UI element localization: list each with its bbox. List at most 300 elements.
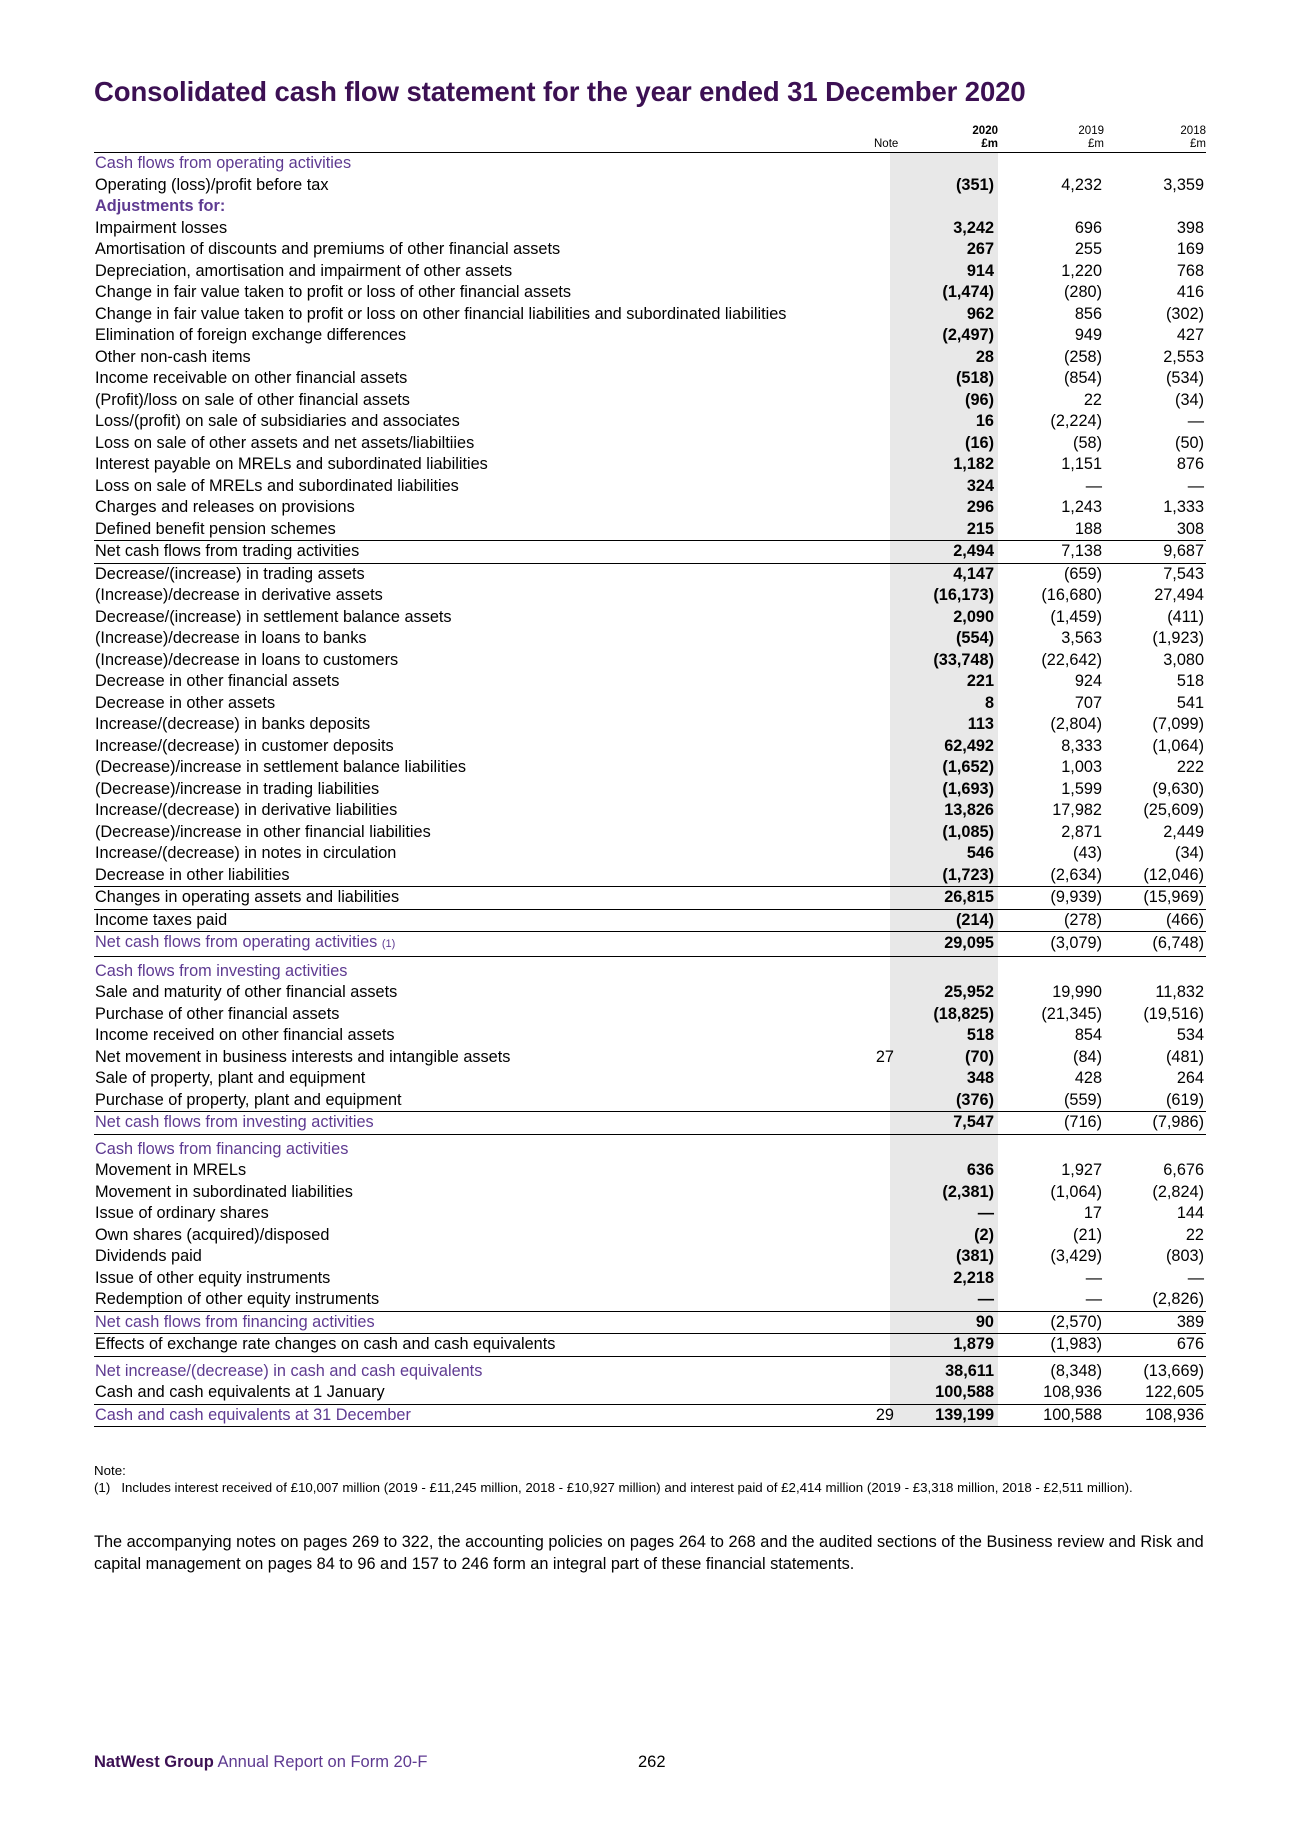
row-note (874, 650, 896, 672)
value-2019: (278) (998, 909, 1104, 932)
row-label: Own shares (acquired)/disposed (95, 1225, 330, 1244)
value-2018: (411) (1167, 607, 1204, 626)
value-2019: (2,804) (1050, 715, 1102, 733)
value-2018: 122,605 (1145, 1383, 1204, 1401)
table-row (94, 1404, 1206, 1427)
value-2020: (1,693) (942, 779, 994, 798)
value-2018: 27,494 (1154, 586, 1204, 604)
table-row (94, 368, 1206, 390)
table-row (94, 909, 1206, 932)
row-note (874, 368, 896, 390)
table-row (94, 961, 1206, 983)
row-note (874, 671, 896, 693)
value-2019: (1,983) (998, 1334, 1104, 1357)
row-note (874, 239, 896, 261)
value-2019: 949 (1074, 326, 1102, 344)
row-label: Increase/(decrease) in notes in circulation (95, 844, 397, 862)
value-2018: 427 (1176, 326, 1204, 344)
value-2019: 255 (1074, 240, 1102, 258)
row-label: Loss/(profit) on sale of subsidiaries and associates (95, 412, 460, 430)
row-label: Income received on other financial assets (95, 1026, 395, 1044)
value-2018: 416 (1176, 283, 1204, 301)
value-2019: (3,429) (1050, 1247, 1102, 1265)
row-label: Redemption of other equity instruments (95, 1290, 380, 1308)
row-note (874, 476, 896, 498)
row-note (874, 196, 896, 218)
table-row (94, 693, 1206, 715)
value-2018 (1104, 961, 1206, 983)
row-note (874, 932, 896, 957)
table-row (94, 1382, 1206, 1404)
value-2018: 9,687 (1104, 541, 1206, 564)
row-label: (Decrease)/increase in trading liabilities (95, 779, 380, 798)
value-2018: (6,748) (1104, 932, 1206, 957)
row-label: Increase/(decrease) in customer deposits (95, 736, 394, 755)
table-row (94, 843, 1206, 865)
value-2019 (998, 961, 1104, 983)
value-2018: 676 (1104, 1334, 1206, 1357)
value-2018: 398 (1176, 218, 1204, 237)
value-2018: (534) (1165, 369, 1204, 387)
row-label: Movement in subordinated liabilities (95, 1182, 353, 1201)
row-note (874, 843, 896, 865)
footnotes (94, 1462, 1204, 1496)
value-2018: 2,553 (1163, 347, 1204, 366)
value-2018: (481) (1165, 1047, 1204, 1066)
value-2018: (466) (1104, 909, 1206, 932)
value-2018: (7,099) (1152, 715, 1204, 733)
value-2019: (9,939) (998, 887, 1104, 910)
value-2019: (659) (1063, 564, 1102, 583)
value-2019: 1,243 (1061, 498, 1102, 516)
row-label: Other non-cash items (95, 347, 251, 366)
row-note (874, 585, 896, 607)
value-2020: 139,199 (896, 1404, 998, 1427)
row-note (874, 779, 896, 801)
value-2018: 222 (1176, 758, 1204, 776)
value-2020: (16) (965, 433, 994, 452)
value-2018 (1104, 153, 1206, 175)
table-row (94, 671, 1206, 693)
row-label: (Increase)/decrease in loans to banks (95, 629, 367, 647)
row-note (874, 693, 896, 715)
column-header-2020: 2020 £m (972, 125, 998, 150)
value-2020: 16 (975, 412, 994, 430)
value-2019: 3,563 (1061, 629, 1102, 647)
value-2018 (1104, 1139, 1206, 1161)
value-2018: — (1187, 412, 1204, 430)
table-row (94, 1112, 1206, 1135)
value-2018: (34) (1175, 390, 1204, 409)
value-2019: (84) (1073, 1047, 1102, 1066)
row-label: (Increase)/decrease in loans to customers (95, 650, 399, 669)
table-row (94, 1268, 1206, 1290)
value-2020: (16,173) (933, 586, 994, 604)
value-2020: (96) (965, 390, 994, 409)
row-label: Increase/(decrease) in banks deposits (95, 715, 371, 733)
value-2018: (13,669) (1143, 1361, 1204, 1380)
value-2018: 7,543 (1163, 564, 1204, 583)
value-2020: 29,095 (896, 932, 998, 957)
row-note (874, 433, 896, 455)
value-2018: (2,824) (1152, 1182, 1204, 1201)
value-2018: (619) (1165, 1090, 1204, 1109)
value-2020: 914 (966, 261, 994, 280)
value-2019: 17,982 (1052, 801, 1102, 819)
row-label: (Profit)/loss on sale of other financial assets (95, 390, 410, 409)
row-note (874, 1268, 896, 1290)
value-2018: (15,969) (1104, 887, 1206, 910)
table-row (94, 1246, 1206, 1268)
table-row (94, 650, 1206, 672)
table-row (94, 736, 1206, 758)
row-note (874, 1139, 896, 1161)
value-2018: 144 (1176, 1204, 1204, 1222)
row-note (874, 887, 896, 910)
value-2020: 90 (896, 1311, 998, 1334)
value-2020: (2) (974, 1225, 994, 1244)
value-2019: (43) (1073, 844, 1102, 862)
row-note (874, 1182, 896, 1204)
value-2018: 876 (1176, 455, 1204, 473)
value-2020: 4,147 (953, 564, 994, 583)
value-2019: (58) (1073, 433, 1102, 452)
value-2019: (2,224) (1050, 412, 1102, 430)
value-2018: 518 (1176, 672, 1204, 690)
row-label: Purchase of other financial assets (95, 1004, 340, 1023)
row-note (874, 800, 896, 822)
value-2020: (1,723) (942, 865, 994, 884)
table-row (94, 1289, 1206, 1311)
value-2018: 768 (1176, 261, 1204, 280)
table-row (94, 175, 1206, 197)
value-2020: (518) (955, 369, 994, 387)
row-note (874, 411, 896, 433)
value-2019: (1,459) (1050, 607, 1102, 626)
value-2020: — (977, 1290, 994, 1308)
value-2020 (896, 196, 998, 218)
page-number: 262 (638, 1753, 666, 1771)
value-2020: 3,242 (953, 218, 994, 237)
table-row (94, 1004, 1206, 1026)
value-2020: (1,652) (942, 758, 994, 776)
value-2020 (896, 961, 998, 983)
value-2018: (1,064) (1152, 736, 1204, 755)
row-label: Cash and cash equivalents at 1 January (95, 1383, 385, 1401)
value-2019: 108,936 (1043, 1383, 1102, 1401)
row-note (874, 1246, 896, 1268)
row-label: Cash flows from investing activities (95, 961, 348, 980)
value-2020: 7,547 (896, 1112, 998, 1135)
value-2019: (1,064) (1050, 1182, 1102, 1201)
value-2018: (302) (1165, 304, 1204, 323)
value-2019: 188 (1074, 519, 1102, 538)
value-2019: 7,138 (998, 541, 1104, 564)
value-2018: 11,832 (1155, 983, 1204, 1001)
value-2019: (16,680) (1041, 586, 1102, 604)
row-note (874, 304, 896, 326)
row-label: Charges and releases on provisions (95, 498, 355, 516)
value-2018: (2,826) (1152, 1290, 1204, 1308)
row-label: Effects of exchange rate changes on cash and cash equivalents (94, 1334, 874, 1357)
row-label: (Decrease)/increase in other financial liabilities (95, 822, 431, 841)
value-2019: 1,220 (1061, 261, 1102, 280)
row-note (874, 261, 896, 283)
value-2019: 428 (1074, 1069, 1102, 1087)
value-2020: (554) (955, 629, 994, 647)
row-label: Issue of other equity instruments (95, 1268, 331, 1287)
row-note (874, 628, 896, 650)
table-row (94, 454, 1206, 476)
value-2019: 100,588 (998, 1404, 1104, 1427)
row-label: Net cash flows from financing activities (94, 1311, 874, 1334)
value-2019: (8,348) (1050, 1361, 1102, 1380)
value-2018: 108,936 (1104, 1404, 1206, 1427)
table-row (94, 282, 1206, 304)
row-note (874, 607, 896, 629)
value-2019: (3,079) (998, 932, 1104, 957)
value-2020: (214) (896, 909, 998, 932)
value-2019: 854 (1074, 1026, 1102, 1044)
value-2019: 707 (1074, 693, 1102, 712)
row-label: Decrease/(increase) in settlement balance assets (95, 607, 452, 626)
table-row (94, 865, 1206, 887)
value-2020 (896, 153, 998, 175)
row-label: Decrease in other assets (95, 693, 276, 712)
value-2020: 215 (966, 519, 994, 538)
table-row (94, 1334, 1206, 1357)
row-note (874, 1112, 896, 1135)
row-note (874, 1225, 896, 1247)
value-2018: (9,630) (1152, 779, 1204, 798)
table-row (94, 1203, 1206, 1225)
table-row (94, 519, 1206, 541)
value-2018: 3,080 (1163, 650, 1204, 669)
row-note (874, 822, 896, 844)
value-2019: (854) (1063, 369, 1102, 387)
value-2020: 113 (967, 715, 994, 733)
accompanying-notes-paragraph: The accompanying notes on pages 269 to 322, the accounting policies on pages 264 to 268 and the audited sections of the Business review and Risk and capital management on pages 84 to 96 and 157 to 246 form an integral part of these financial statements. (94, 1533, 1204, 1573)
value-2019: — (1085, 1268, 1102, 1287)
row-note (874, 390, 896, 412)
row-note (874, 1289, 896, 1311)
row-label: Increase/(decrease) in derivative liabilities (95, 801, 398, 819)
value-2018: (34) (1175, 844, 1204, 862)
value-2019: 1,927 (1061, 1161, 1102, 1179)
value-2018: 389 (1104, 1311, 1206, 1334)
value-2020 (896, 1139, 998, 1161)
value-2020: 8 (984, 693, 994, 712)
value-2020: 13,826 (944, 801, 994, 819)
row-label: (Increase)/decrease in derivative assets (95, 586, 383, 604)
value-2020: 1,182 (953, 455, 994, 473)
value-2020: 348 (966, 1069, 994, 1087)
row-label: Net cash flows from investing activities (94, 1112, 874, 1135)
row-label: Movement in MRELs (95, 1161, 247, 1179)
cash-flow-table (94, 125, 1206, 1427)
table-row (94, 476, 1206, 498)
value-2019: (2,634) (1050, 865, 1102, 884)
value-2018: 1,333 (1163, 498, 1204, 516)
value-2020: 546 (966, 844, 994, 862)
table-row (94, 1025, 1206, 1047)
row-note (874, 1203, 896, 1225)
row-note (874, 1334, 896, 1357)
value-2018 (1104, 196, 1206, 218)
value-2019: 924 (1074, 672, 1102, 690)
row-note (874, 1311, 896, 1334)
row-note (874, 175, 896, 197)
value-2018: 308 (1176, 519, 1204, 538)
table-row (94, 1182, 1206, 1204)
table-row (94, 563, 1206, 585)
row-label: Income receivable on other financial assets (95, 369, 408, 387)
value-2018: (803) (1165, 1247, 1204, 1265)
row-note (874, 982, 896, 1004)
value-2019: — (1085, 1290, 1102, 1308)
table-row (94, 1090, 1206, 1112)
value-2019: 22 (1083, 390, 1102, 409)
table-row (94, 1361, 1206, 1383)
row-label: Impairment losses (95, 218, 228, 237)
row-label: Operating (loss)/profit before tax (95, 175, 329, 194)
value-2020: (2,381) (942, 1182, 994, 1201)
row-note (874, 1382, 896, 1404)
value-2018: 534 (1176, 1026, 1204, 1044)
row-label: Net movement in business interests and intangible assets (95, 1047, 511, 1066)
value-2020: — (977, 1204, 994, 1222)
value-2020: 324 (966, 476, 994, 495)
row-note (874, 909, 896, 932)
value-2019: 17 (1083, 1204, 1102, 1222)
row-label: Loss on sale of MRELs and subordinated liabilities (95, 476, 459, 495)
value-2020: (70) (965, 1047, 994, 1066)
table-row (94, 628, 1206, 650)
value-2020: (376) (955, 1090, 994, 1109)
footer-brand: NatWest Group (94, 1753, 214, 1771)
value-2019 (998, 196, 1104, 218)
row-note (874, 497, 896, 519)
row-label: Sale and maturity of other financial assets (95, 983, 398, 1001)
row-label: Loss on sale of other assets and net assets/liabiltiies (95, 433, 475, 452)
row-note (874, 1090, 896, 1112)
value-2018: — (1187, 476, 1204, 495)
value-2019: 4,232 (1061, 175, 1102, 194)
value-2020: 2,090 (953, 607, 994, 626)
row-label: Elimination of foreign exchange differences (95, 326, 407, 344)
value-2018: 3,359 (1163, 175, 1204, 194)
cash-flow-table-wrap (94, 125, 1206, 1427)
value-2020: 962 (966, 304, 994, 323)
row-label: (Decrease)/increase in settlement balance liabilities (95, 758, 467, 776)
value-2019: 8,333 (1061, 736, 1102, 755)
table-row (94, 1311, 1206, 1334)
row-label: Interest payable on MRELs and subordinated liabilities (95, 455, 488, 473)
table-row (94, 714, 1206, 736)
value-2018: 541 (1176, 693, 1204, 712)
table-row (94, 347, 1206, 369)
row-note (874, 282, 896, 304)
row-label: Dividends paid (95, 1247, 202, 1265)
value-2019: (21) (1073, 1225, 1102, 1244)
column-header-2019: 2019 £m (1078, 125, 1104, 150)
row-label: Net increase/(decrease) in cash and cash equivalents (95, 1361, 483, 1380)
value-2020: (1,474) (942, 283, 994, 301)
value-2020: 26,815 (896, 887, 998, 910)
value-2020: 100,588 (935, 1383, 994, 1401)
value-2020: 62,492 (944, 736, 994, 755)
value-2020: (33,748) (933, 650, 994, 669)
row-note (874, 961, 896, 983)
table-row (94, 800, 1206, 822)
table-row (94, 1047, 1206, 1069)
table-row (94, 932, 1206, 957)
value-2020: 267 (966, 240, 994, 258)
table-row (94, 1139, 1206, 1161)
row-label: Change in fair value taken to profit or loss of other financial assets (95, 283, 572, 301)
row-note (874, 1160, 896, 1182)
value-2020: 2,494 (896, 541, 998, 564)
table-row (94, 218, 1206, 240)
footer-report-name: Annual Report on Form 20-F (213, 1753, 428, 1771)
table-row (94, 261, 1206, 283)
row-note (874, 153, 896, 175)
table-row (94, 887, 1206, 910)
row-label: Purchase of property, plant and equipment (95, 1090, 402, 1109)
row-label: Adjustments for: (95, 197, 226, 215)
row-label: Depreciation, amortisation and impairment of other assets (95, 261, 513, 280)
value-2019: (559) (1063, 1090, 1102, 1109)
value-2019 (998, 153, 1104, 175)
value-2020: (2,497) (942, 326, 994, 344)
row-note (874, 563, 896, 585)
row-label: Amortisation of discounts and premiums of other financial assets (95, 240, 561, 258)
value-2018: 6,676 (1163, 1161, 1204, 1179)
row-note (874, 714, 896, 736)
note-column-header: Note (874, 138, 899, 150)
value-2019 (998, 1139, 1104, 1161)
value-2019: (21,345) (1041, 1004, 1102, 1023)
value-2020: 636 (966, 1161, 994, 1179)
page-footer (94, 1753, 427, 1772)
row-note: 27 (875, 1047, 894, 1066)
footnotes-heading: Note: (94, 1463, 126, 1478)
row-label: Changes in operating assets and liabilities (94, 887, 874, 910)
value-2020: (18,825) (933, 1004, 994, 1023)
table-row (94, 239, 1206, 261)
value-2019: 2,871 (1061, 822, 1102, 841)
value-2018: (25,609) (1143, 801, 1204, 819)
row-label: Net cash flows from operating activities (1) (94, 932, 874, 957)
value-2020: 1,879 (896, 1334, 998, 1357)
footnote-ref: (1) (381, 938, 396, 950)
value-2019: — (1085, 476, 1102, 495)
value-2019: 1,003 (1061, 758, 1102, 776)
value-2019: 1,151 (1061, 455, 1102, 473)
value-2018: 169 (1176, 240, 1204, 258)
row-note: 29 (874, 1404, 896, 1427)
value-2020: 2,218 (953, 1268, 994, 1287)
table-header-row (94, 125, 1206, 153)
row-note (874, 865, 896, 887)
page-title: Consolidated cash flow statement for the year ended 31 December 2020 (94, 76, 1026, 107)
row-label: Change in fair value taken to profit or loss on other financial liabilities and subordinated liabilities (95, 304, 787, 323)
value-2019: (716) (998, 1112, 1104, 1135)
table-row (94, 1160, 1206, 1182)
value-2019: (258) (1063, 347, 1102, 366)
table-row (94, 304, 1206, 326)
row-label: Cash flows from operating activities (95, 154, 352, 172)
